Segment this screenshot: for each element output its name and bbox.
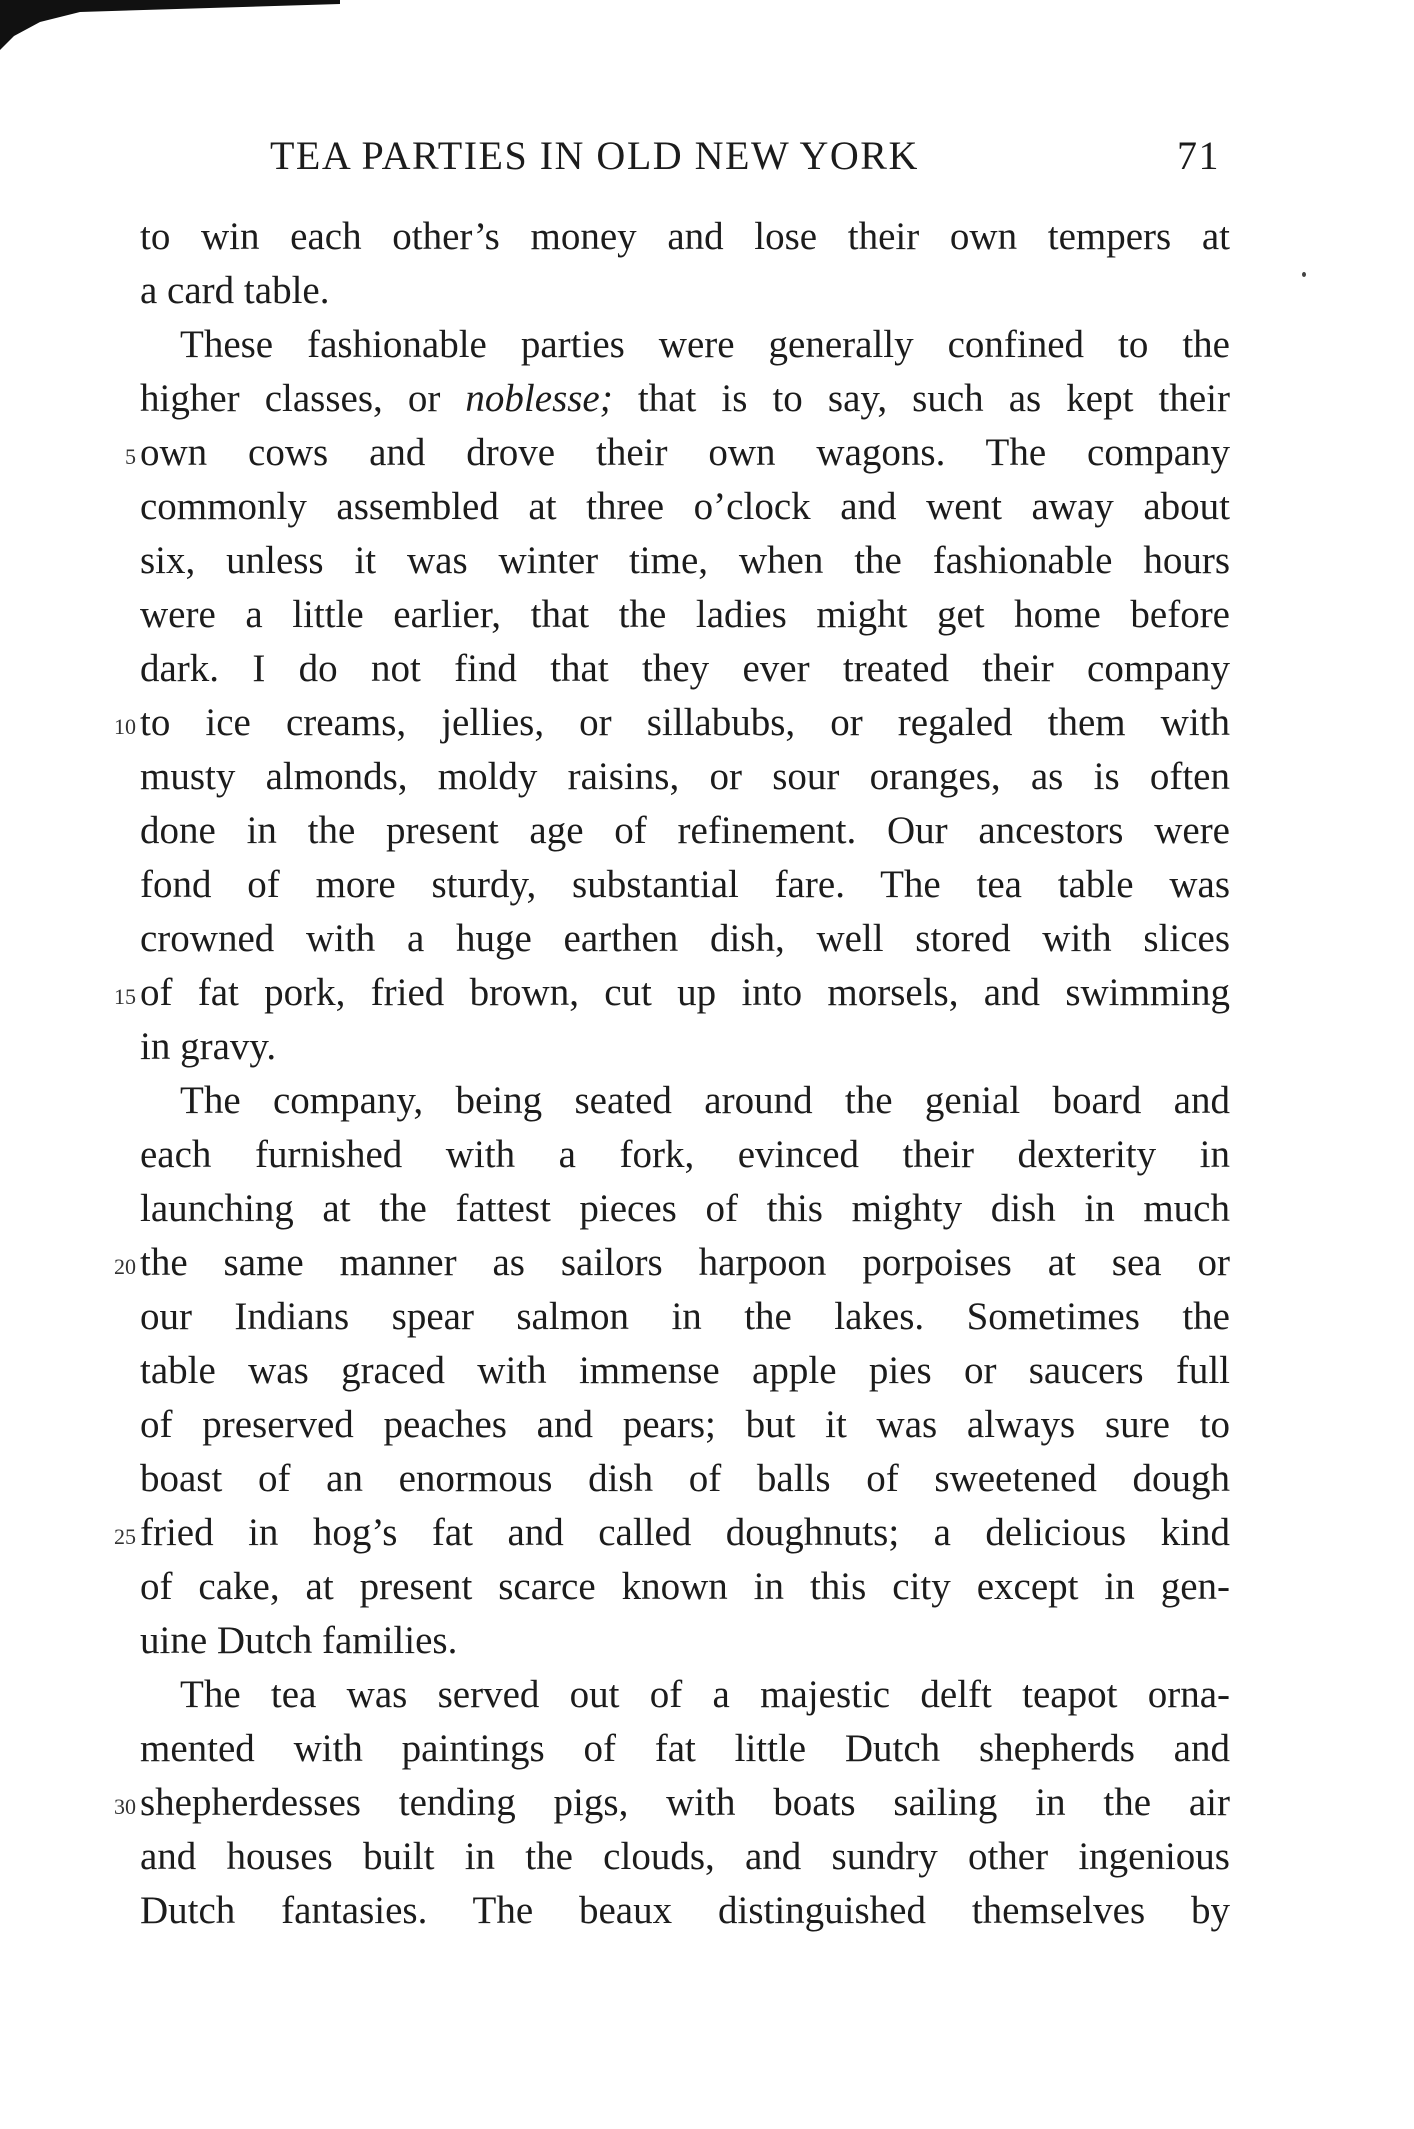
line-text: of cake, at present scarce known in this city except in gen- [140,1565,1230,1608]
running-head-title: TEA PARTIES IN OLD NEW YORK [270,133,919,178]
line-number: 10 [114,714,136,739]
text-line [140,1182,1230,1236]
line-text: The tea was served out of a majestic delft teapot orna- [180,1673,1230,1716]
text-line [140,1614,1230,1668]
line-number: 30 [114,1794,136,1819]
text-line [140,480,1230,534]
line-text: each furnished with a fork, evinced their dexterity in [140,1133,1230,1176]
line-text: These fashionable parties were generally confined to the [180,323,1230,366]
text-line [140,1344,1230,1398]
text-line [140,1074,1230,1128]
page-number: 71 [1177,133,1220,178]
line-text: fond of more sturdy, substantial fare. The tea table was [140,863,1230,906]
text-line [140,1128,1230,1182]
line-number: 25 [114,1524,136,1549]
text-line [140,588,1230,642]
ink-speck [1302,272,1306,277]
line-text: six, unless it was winter time, when the fashionable hours [140,539,1230,582]
line-text: of fat pork, fried brown, cut up into morsels, and swimming [140,971,1230,1014]
line-text: and houses built in the clouds, and sundry other ingenious [140,1835,1230,1878]
text-line [140,1560,1230,1614]
text-line [140,1830,1230,1884]
line-text: uine Dutch families. [140,1619,458,1662]
text-line [140,1020,1230,1074]
line-text: boast of an enormous dish of balls of sweetened dough [140,1457,1230,1500]
line-text: dark. I do not find that they ever treated their company [140,647,1230,690]
text-line [140,372,1230,426]
line-text: launching at the fattest pieces of this mighty dish in much [140,1187,1230,1230]
line-text: our Indians spear salmon in the lakes. Sometimes the [140,1295,1230,1338]
text-line [140,534,1230,588]
line-text: musty almonds, moldy raisins, or sour oranges, as is often [140,755,1230,798]
text-line [140,264,1230,318]
line-text: to win each other’s money and lose their own tempers at [140,215,1230,258]
line-text: mented with paintings of fat little Dutch shepherds and [140,1727,1230,1770]
line-text: shepherdesses tending pigs, with boats sailing in the air [140,1781,1230,1824]
text-line [140,210,1230,264]
line-text: higher classes, or noblesse; that is to say, such as kept their [140,377,1231,420]
running-head [270,132,1220,182]
line-text: a card table. [140,269,330,312]
text-line [140,804,1230,858]
text-line [114,1776,1230,1830]
line-text: of preserved peaches and pears; but it was always sure to [140,1403,1230,1446]
text-line [114,1236,1230,1290]
line-text: were a little earlier, that the ladies might get home before [140,593,1230,636]
text-line [114,966,1230,1020]
line-text: own cows and drove their own wagons. The company [140,431,1230,474]
line-text: The company, being seated around the genial board and [180,1079,1230,1122]
line-text: to ice creams, jellies, or sillabubs, or regaled them with [140,701,1230,744]
line-text: Dutch fantasies. The beaux distinguished themselves by [140,1889,1230,1932]
body-text [114,210,1231,1938]
line-number: 15 [114,984,136,1009]
text-line [140,912,1230,966]
text-line [140,1290,1230,1344]
line-text: fried in hog’s fat and called doughnuts; a delicious kind [140,1511,1230,1554]
line-text: in gravy. [140,1025,277,1068]
text-line [140,750,1230,804]
text-line [140,318,1230,372]
text-line [140,1884,1230,1938]
text-line [140,642,1230,696]
line-text: the same manner as sailors harpoon porpoises at sea or [140,1241,1230,1284]
text-line [114,1506,1230,1560]
text-line [125,426,1230,480]
line-number: 5 [125,444,136,469]
line-number: 20 [114,1254,136,1279]
line-text: commonly assembled at three o’clock and went away about [140,485,1230,528]
line-text: table was graced with immense apple pies or saucers full [140,1349,1230,1392]
text-line [140,1722,1230,1776]
line-text: done in the present age of refinement. Our ancestors were [140,809,1230,852]
italic-word: noblesse; [465,377,613,420]
text-line [140,1398,1230,1452]
text-line [140,1452,1230,1506]
text-line [140,858,1230,912]
text-line [140,1668,1230,1722]
scan-edge-mark [0,0,340,50]
line-text: crowned with a huge earthen dish, well stored with slices [140,917,1230,960]
text-line [114,696,1230,750]
